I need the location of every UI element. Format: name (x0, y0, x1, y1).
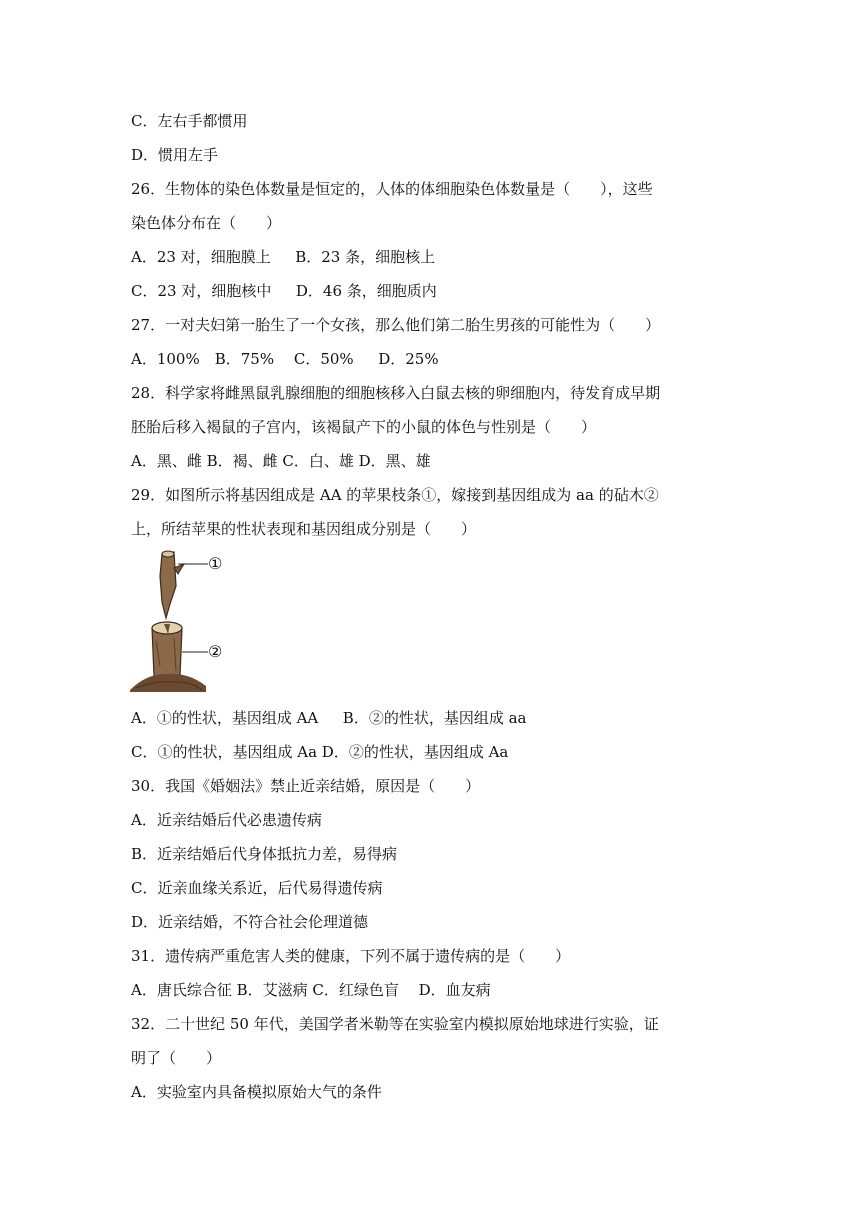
option-d-q30: D．近亲结婚，不符合社会伦理道德 (131, 913, 369, 931)
question-29-line1: 29．如图所示将基因组成是 AA 的苹果枝条①，嫁接到基因组成为 aa 的砧木② (131, 486, 659, 504)
grafting-diagram-icon (126, 546, 246, 696)
option-b-q30: B．近亲结婚后代身体抵抗力差，易得病 (131, 845, 398, 863)
option-d-q25: D．惯用左手 (131, 146, 219, 164)
options-cd-q29: C．①的性状，基因组成 Aa D．②的性状，基因组成 Aa (131, 743, 509, 761)
options-q31: A．唐氏综合征 B．艾滋病 C．红绿色盲 D．血友病 (131, 981, 491, 999)
question-31: 31．遗传病严重危害人类的健康，下列不属于遗传病的是（ ） (131, 947, 571, 965)
question-27: 27．一对夫妇第一胎生了一个女孩，那么他们第二胎生男孩的可能性为（ ） (131, 316, 661, 334)
option-a-q32: A．实验室内具备模拟原始大气的条件 (131, 1083, 382, 1101)
options-ab-q29: A．①的性状，基因组成 AA B．②的性状，基因组成 aa (131, 709, 527, 727)
option-c-q25: C．左右手都惯用 (131, 112, 248, 130)
options-q28: A．黑、雌 B．褐、雌 C．白、雄 D．黑、雄 (131, 452, 431, 470)
question-30: 30．我国《婚姻法》禁止近亲结婚，原因是（ ） (131, 777, 481, 795)
option-c-q30: C．近亲血缘关系近，后代易得遗传病 (131, 879, 383, 897)
question-26-line2: 染色体分布在（ ） (131, 214, 282, 232)
question-28-line2: 胚胎后移入褐鼠的子宫内，该褐鼠产下的小鼠的体色与性别是（ ） (131, 418, 597, 436)
figure-label-1: ① (208, 554, 223, 573)
options-cd-q26: C．23 对，细胞核中 D．46 条，细胞质内 (131, 282, 437, 300)
options-ab-q26: A．23 对，细胞膜上 B．23 条，细胞核上 (131, 248, 436, 266)
question-29-line2: 上，所结苹果的性状表现和基因组成分别是（ ） (131, 520, 477, 538)
options-q27: A．100% B．75% C．50% D．25% (131, 350, 439, 368)
figure-label-2: ② (208, 642, 223, 661)
question-26-line1: 26．生物体的染色体数量是恒定的，人体的体细胞染色体数量是（ ），这些 (131, 180, 653, 198)
question-32-line2: 明了（ ） (131, 1049, 222, 1067)
question-32-line1: 32．二十世纪 50 年代，美国学者米勒等在实验室内模拟原始地球进行实验，证 (131, 1015, 659, 1033)
option-a-q30: A．近亲结婚后代必患遗传病 (131, 811, 322, 829)
question-28-line1: 28．科学家将雌黑鼠乳腺细胞的细胞核移入白鼠去核的卵细胞内，待发育成早期 (131, 384, 661, 402)
